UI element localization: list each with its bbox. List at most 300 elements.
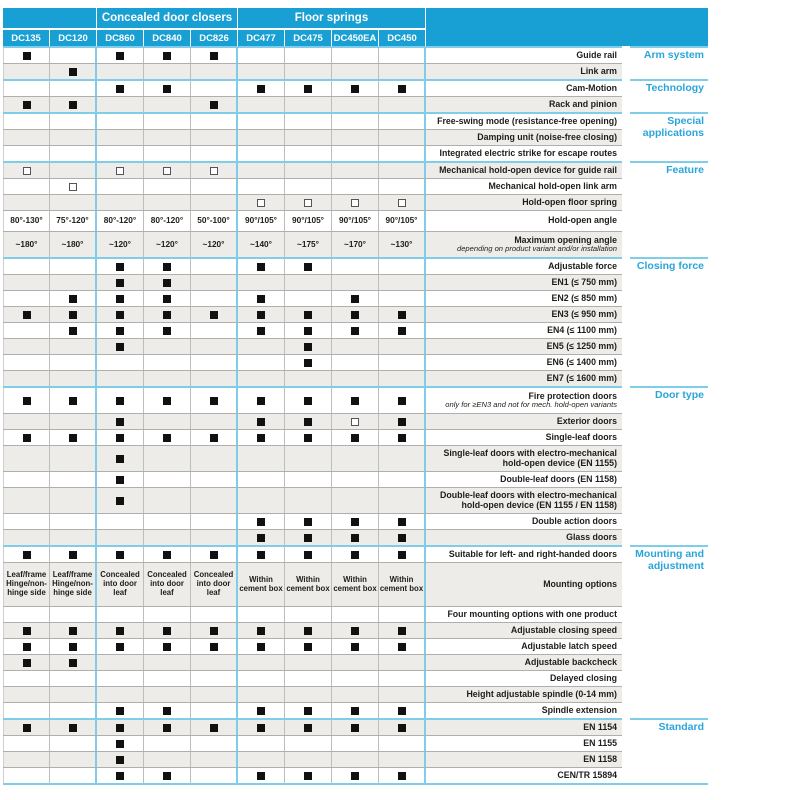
filled-square-icon — [398, 397, 406, 405]
matrix-cell — [379, 430, 426, 445]
section-rows — [3, 545, 622, 718]
table-row — [3, 63, 622, 79]
matrix-cell — [97, 472, 144, 487]
table-row — [3, 48, 622, 63]
matrix-cell — [285, 97, 332, 112]
matrix-cell — [379, 514, 426, 529]
matrix-cell — [144, 752, 191, 767]
filled-square-icon — [351, 707, 359, 715]
filled-square-icon — [116, 85, 124, 93]
feature-label-cell — [426, 48, 622, 63]
feature-label: Double-leaf doors (EN 1158) — [500, 473, 617, 484]
matrix-cell — [3, 323, 50, 338]
category-label: Closing force — [630, 257, 708, 386]
filled-square-icon — [163, 263, 171, 271]
matrix-cell — [285, 195, 332, 210]
matrix-cell — [332, 355, 379, 370]
matrix-cell — [285, 81, 332, 96]
filled-square-icon — [69, 327, 77, 335]
matrix-cell — [191, 130, 238, 145]
matrix-cell — [97, 687, 144, 702]
filled-square-icon — [116, 627, 124, 635]
filled-square-icon — [351, 534, 359, 542]
filled-square-icon — [351, 327, 359, 335]
matrix-cell — [191, 371, 238, 386]
filled-square-icon — [398, 327, 406, 335]
feature-label-cell — [426, 703, 622, 718]
matrix-cell — [285, 355, 332, 370]
filled-square-icon — [163, 397, 171, 405]
matrix-cell — [97, 655, 144, 670]
matrix-cell — [332, 414, 379, 429]
filled-square-icon — [304, 397, 312, 405]
filled-square-icon — [351, 724, 359, 732]
matrix-cell — [3, 232, 50, 257]
filled-square-icon — [116, 643, 124, 651]
matrix-cell — [50, 430, 97, 445]
matrix-cell — [191, 211, 238, 231]
matrix-cell — [332, 64, 379, 79]
filled-square-icon — [163, 707, 171, 715]
matrix-cell — [285, 768, 332, 783]
filled-square-icon — [116, 707, 124, 715]
matrix-cell — [238, 768, 285, 783]
matrix-cell — [379, 752, 426, 767]
filled-square-icon — [210, 311, 218, 319]
matrix-cell — [50, 355, 97, 370]
filled-square-icon — [163, 279, 171, 287]
filled-square-icon — [116, 740, 124, 748]
product-header-cell: DC120 — [50, 30, 96, 46]
table-row — [3, 767, 622, 783]
matrix-cell — [144, 768, 191, 783]
matrix-cell — [379, 703, 426, 718]
matrix-cell — [238, 355, 285, 370]
section-rows — [3, 718, 622, 783]
cell-text: ~120° — [108, 238, 131, 249]
feature-label: Glass doors — [566, 531, 617, 542]
filled-square-icon — [351, 311, 359, 319]
matrix-cell — [97, 623, 144, 638]
feature-label-cell — [426, 195, 622, 210]
matrix-cell — [332, 211, 379, 231]
matrix-cell — [285, 275, 332, 290]
matrix-cell — [144, 275, 191, 290]
product-header-row — [3, 30, 425, 46]
filled-square-icon — [116, 772, 124, 780]
matrix-cell — [3, 371, 50, 386]
matrix-cell — [3, 736, 50, 751]
matrix-cell — [191, 623, 238, 638]
filled-square-icon — [69, 551, 77, 559]
feature-label: EN3 (≤ 950 mm) — [551, 308, 617, 319]
matrix-cell — [379, 130, 426, 145]
matrix-cell — [97, 114, 144, 129]
matrix-cell — [50, 323, 97, 338]
filled-square-icon — [69, 659, 77, 667]
matrix-cell — [97, 211, 144, 231]
table-row — [3, 720, 622, 735]
matrix-cell — [50, 114, 97, 129]
category-label: Special applications — [630, 112, 708, 161]
matrix-cell — [97, 48, 144, 63]
matrix-cell — [285, 720, 332, 735]
filled-square-icon — [257, 311, 265, 319]
filled-square-icon — [304, 327, 312, 335]
filled-square-icon — [351, 518, 359, 526]
matrix-cell — [332, 81, 379, 96]
product-header-cell: DC840 — [144, 30, 190, 46]
matrix-cell — [97, 275, 144, 290]
matrix-cell — [97, 446, 144, 471]
matrix-cell — [50, 371, 97, 386]
matrix-cell — [238, 446, 285, 471]
matrix-cell — [144, 720, 191, 735]
matrix-cell — [50, 163, 97, 178]
filled-square-icon — [210, 627, 218, 635]
matrix-cell — [3, 430, 50, 445]
matrix-cell — [332, 97, 379, 112]
filled-square-icon — [163, 772, 171, 780]
table-row — [3, 210, 622, 231]
matrix-cell — [3, 179, 50, 194]
feature-label: Damping unit (noise-free closing) — [477, 131, 617, 142]
feature-label: EN 1158 — [583, 753, 617, 764]
matrix-cell — [191, 430, 238, 445]
matrix-cell — [332, 607, 379, 622]
matrix-cell — [238, 430, 285, 445]
matrix-cell — [238, 623, 285, 638]
filled-square-icon — [163, 52, 171, 60]
matrix-cell — [285, 48, 332, 63]
matrix-cell — [332, 488, 379, 513]
matrix-cell — [97, 307, 144, 322]
table-row — [3, 429, 622, 445]
matrix-cell — [379, 114, 426, 129]
matrix-cell — [144, 355, 191, 370]
matrix-cell — [332, 472, 379, 487]
matrix-cell — [238, 547, 285, 562]
section-rows — [3, 112, 622, 161]
matrix-cell — [50, 639, 97, 654]
matrix-cell — [285, 163, 332, 178]
table-section — [3, 46, 708, 79]
matrix-cell — [3, 163, 50, 178]
filled-square-icon — [23, 643, 31, 651]
filled-square-icon — [23, 659, 31, 667]
matrix-cell — [3, 703, 50, 718]
filled-square-icon — [257, 85, 265, 93]
feature-label: EN7 (≤ 1600 mm) — [546, 372, 617, 383]
matrix-cell — [191, 163, 238, 178]
table-row — [3, 751, 622, 767]
matrix-cell — [144, 81, 191, 96]
filled-square-icon — [304, 724, 312, 732]
feature-label-cell — [426, 655, 622, 670]
matrix-cell — [50, 48, 97, 63]
matrix-cell — [379, 275, 426, 290]
hollow-square-icon — [69, 183, 77, 191]
matrix-cell — [285, 307, 332, 322]
feature-sublabel: only for ≥EN3 and not for mech. hold-open variants — [445, 400, 617, 410]
hollow-square-icon — [210, 167, 218, 175]
matrix-cell — [332, 114, 379, 129]
feature-label-cell — [426, 547, 622, 562]
table-section — [3, 257, 708, 386]
matrix-cell — [285, 232, 332, 257]
feature-label: EN 1154 — [583, 721, 617, 732]
filled-square-icon — [163, 551, 171, 559]
filled-square-icon — [116, 756, 124, 764]
feature-label: Adjustable closing speed — [510, 624, 617, 635]
matrix-cell — [50, 275, 97, 290]
matrix-cell — [285, 179, 332, 194]
matrix-cell — [97, 514, 144, 529]
filled-square-icon — [257, 643, 265, 651]
section-rows — [3, 257, 622, 386]
cell-text: Concealed into door leaf — [100, 570, 140, 597]
table-section — [3, 161, 708, 257]
matrix-cell — [191, 48, 238, 63]
cell-text: Leaf/frame Hinge/non-hinge side — [52, 570, 93, 597]
feature-label-cell — [426, 146, 622, 161]
feature-label: EN 1155 — [583, 737, 617, 748]
feature-sublabel: depending on product variant and/or installation — [456, 244, 617, 254]
matrix-cell — [379, 720, 426, 735]
table-row — [3, 445, 622, 471]
matrix-cell — [379, 232, 426, 257]
matrix-cell — [191, 414, 238, 429]
group-header-row — [3, 8, 425, 28]
matrix-cell — [3, 530, 50, 545]
matrix-cell — [144, 130, 191, 145]
matrix-cell — [3, 720, 50, 735]
filled-square-icon — [304, 643, 312, 651]
matrix-cell — [332, 547, 379, 562]
filled-square-icon — [116, 418, 124, 426]
matrix-cell — [379, 291, 426, 306]
matrix-cell — [379, 64, 426, 79]
cell-text: 90°/105° — [244, 215, 277, 226]
table-section — [3, 718, 708, 783]
cell-text: 90°/105° — [338, 215, 371, 226]
feature-label-cell — [426, 291, 622, 306]
matrix-cell — [238, 323, 285, 338]
feature-label: Height adjustable spindle (0-14 mm) — [466, 688, 617, 699]
matrix-cell — [238, 195, 285, 210]
feature-label-cell — [426, 639, 622, 654]
table-row — [3, 354, 622, 370]
filled-square-icon — [257, 518, 265, 526]
matrix-cell — [144, 114, 191, 129]
filled-square-icon — [257, 263, 265, 271]
feature-label-cell — [426, 114, 622, 129]
feature-label: EN2 (≤ 850 mm) — [551, 292, 617, 303]
filled-square-icon — [304, 418, 312, 426]
matrix-cell — [379, 81, 426, 96]
filled-square-icon — [116, 279, 124, 287]
filled-square-icon — [398, 772, 406, 780]
category-label: Door type — [630, 386, 708, 545]
group-header-cell — [3, 8, 96, 28]
matrix-cell — [50, 488, 97, 513]
table-row — [3, 513, 622, 529]
filled-square-icon — [116, 311, 124, 319]
filled-square-icon — [116, 724, 124, 732]
matrix-cell — [238, 97, 285, 112]
matrix-cell — [50, 720, 97, 735]
filled-square-icon — [351, 643, 359, 651]
matrix-cell — [144, 430, 191, 445]
matrix-cell — [191, 291, 238, 306]
matrix-cell — [144, 339, 191, 354]
table-row — [3, 547, 622, 562]
matrix-cell — [3, 768, 50, 783]
feature-label-cell — [426, 355, 622, 370]
filled-square-icon — [398, 311, 406, 319]
table-row — [3, 231, 622, 257]
filled-square-icon — [163, 643, 171, 651]
matrix-cell — [191, 752, 238, 767]
matrix-cell — [332, 687, 379, 702]
matrix-cell — [191, 259, 238, 274]
matrix-cell — [144, 687, 191, 702]
table-row — [3, 388, 622, 413]
table-row — [3, 413, 622, 429]
cell-text: Within cement box — [379, 574, 424, 593]
matrix-cell — [238, 163, 285, 178]
matrix-cell — [3, 307, 50, 322]
matrix-cell — [97, 339, 144, 354]
matrix-cell — [144, 736, 191, 751]
table-row — [3, 114, 622, 129]
matrix-cell — [50, 291, 97, 306]
matrix-cell — [191, 323, 238, 338]
table-row — [3, 606, 622, 622]
section-rows — [3, 46, 622, 79]
table-row — [3, 194, 622, 210]
matrix-cell — [191, 671, 238, 686]
matrix-cell — [332, 163, 379, 178]
matrix-cell — [97, 355, 144, 370]
matrix-cell — [238, 81, 285, 96]
matrix-cell — [379, 97, 426, 112]
table-row — [3, 129, 622, 145]
feature-label-cell — [426, 130, 622, 145]
table-row — [3, 686, 622, 702]
matrix-cell — [332, 623, 379, 638]
matrix-cell — [332, 146, 379, 161]
matrix-cell — [144, 639, 191, 654]
matrix-cell — [3, 687, 50, 702]
filled-square-icon — [69, 434, 77, 442]
matrix-cell — [144, 64, 191, 79]
matrix-cell — [285, 472, 332, 487]
filled-square-icon — [116, 476, 124, 484]
matrix-cell — [97, 530, 144, 545]
matrix-cell — [97, 736, 144, 751]
matrix-cell — [191, 339, 238, 354]
matrix-cell — [379, 259, 426, 274]
filled-square-icon — [304, 551, 312, 559]
matrix-cell — [97, 130, 144, 145]
table-row — [3, 290, 622, 306]
filled-square-icon — [163, 311, 171, 319]
matrix-cell — [379, 488, 426, 513]
feature-label: Suitable for left- and right-handed doors — [448, 548, 617, 559]
matrix-cell — [285, 259, 332, 274]
feature-label: Adjustable backcheck — [524, 656, 617, 667]
feature-label: Rack and pinion — [549, 98, 617, 109]
feature-label: EN6 (≤ 1400 mm) — [546, 356, 617, 367]
matrix-cell — [191, 472, 238, 487]
matrix-cell — [50, 146, 97, 161]
matrix-cell — [285, 371, 332, 386]
feature-label-cell — [426, 275, 622, 290]
matrix-cell — [97, 639, 144, 654]
matrix-cell — [238, 607, 285, 622]
feature-label-cell — [426, 81, 622, 96]
cell-text: ~120° — [202, 238, 225, 249]
table-row — [3, 274, 622, 290]
matrix-cell — [285, 446, 332, 471]
matrix-cell — [144, 414, 191, 429]
matrix-cell — [50, 211, 97, 231]
matrix-cell — [144, 446, 191, 471]
matrix-cell — [238, 752, 285, 767]
feature-label-cell — [426, 430, 622, 445]
matrix-cell — [144, 97, 191, 112]
matrix-cell — [379, 687, 426, 702]
matrix-cell — [379, 339, 426, 354]
feature-label: Link arm — [580, 65, 617, 76]
table-section — [3, 79, 708, 112]
matrix-cell — [285, 388, 332, 413]
feature-label-cell — [426, 472, 622, 487]
matrix-cell — [144, 563, 191, 606]
product-header-cell: DC860 — [97, 30, 143, 46]
feature-label-cell — [426, 232, 622, 257]
matrix-cell — [379, 146, 426, 161]
matrix-cell — [379, 639, 426, 654]
filled-square-icon — [257, 707, 265, 715]
matrix-cell — [285, 547, 332, 562]
matrix-cell — [3, 291, 50, 306]
matrix-cell — [144, 195, 191, 210]
feature-label: EN5 (≤ 1250 mm) — [546, 340, 617, 351]
feature-label: Hold-open floor spring — [522, 196, 617, 207]
category-label: Feature — [630, 161, 708, 257]
matrix-cell — [50, 195, 97, 210]
product-header-cell: DC135 — [3, 30, 49, 46]
matrix-cell — [50, 671, 97, 686]
filled-square-icon — [116, 263, 124, 271]
matrix-cell — [285, 655, 332, 670]
filled-square-icon — [398, 551, 406, 559]
matrix-cell — [379, 768, 426, 783]
filled-square-icon — [210, 724, 218, 732]
section-rows — [3, 386, 622, 545]
category-label: Arm system — [630, 46, 708, 79]
filled-square-icon — [351, 551, 359, 559]
filled-square-icon — [116, 397, 124, 405]
cell-text: Leaf/frame Hinge/non-hinge side — [6, 570, 47, 597]
matrix-cell — [285, 114, 332, 129]
matrix-cell — [144, 259, 191, 274]
product-header-area — [3, 8, 425, 46]
feature-label-cell — [426, 211, 622, 231]
matrix-cell — [238, 64, 285, 79]
